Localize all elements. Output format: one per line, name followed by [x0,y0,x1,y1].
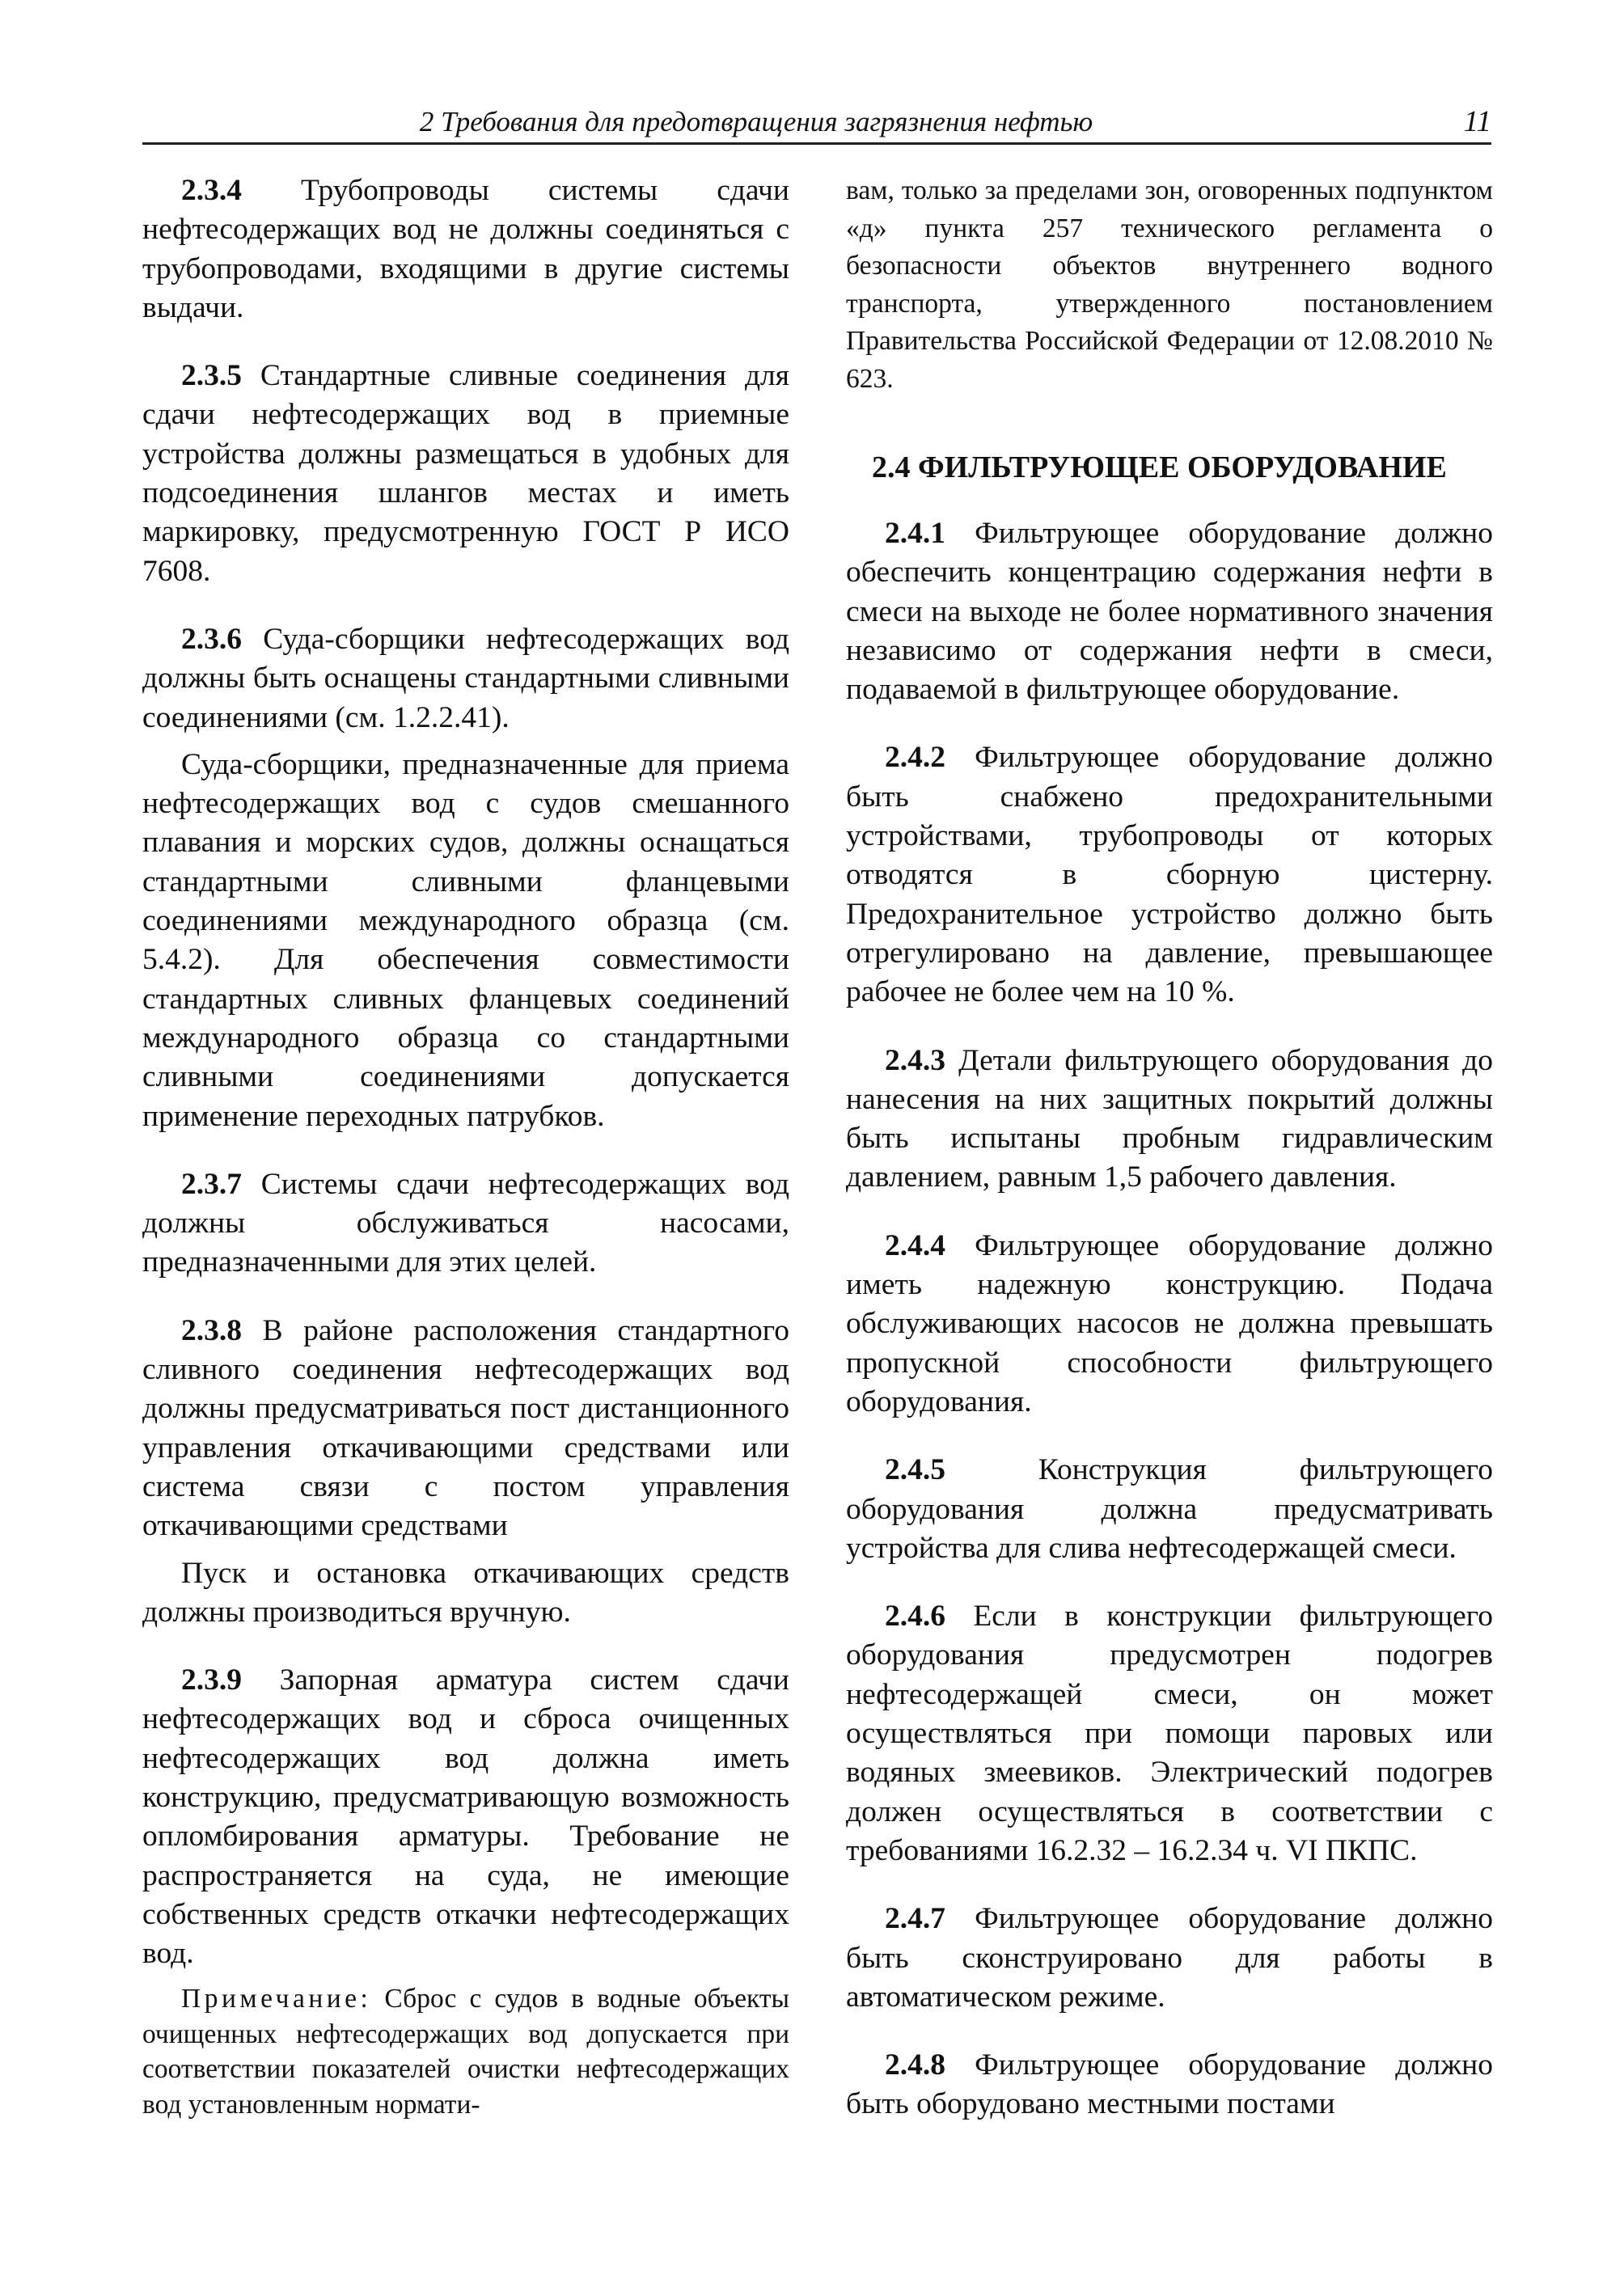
clause-text: Фильтрующее оборудование должно иметь надежную конструкцию. Подача обслуживающих насосов не должна превышать пропускной способности фильтрующего оборудования. [846,1228,1493,1418]
paragraph-2-3-8-continued: Пуск и остановка откачивающих средств должны производиться вручную. [142,1556,789,1629]
page-number: 11 [1463,105,1491,138]
clause-text: Фильтрующее оборудование должно быть снабжено предохранительными устройствами, трубопроводы от которых отводятся в сборную цистерну. Предохранительное устройство должно быть отрегулировано на давление, превышающее рабочее не более чем на 10 %. [846,741,1493,1009]
paragraph-2-3-8 [142,1312,789,1546]
clause-number: 2.3.6 [181,622,242,656]
paragraph-2-4-2 [846,738,1493,1012]
clause-number: 2.4.7 [885,1902,945,1936]
paragraph-2-4-3 [846,1042,1493,1198]
clause-text: Суда-сборщики нефтесодержащих вод должны быть оснащены стандартными сливными соединениями (см. 1.2.2.41). [142,622,789,734]
clause-number: 2.4.6 [885,1600,945,1634]
paragraph-2-4-8 [846,2046,1493,2124]
clause-number: 2.3.7 [181,1167,242,1201]
note-2-3-9 [142,1981,789,2122]
note-label: Примечание: [181,1984,372,2014]
right-column [846,172,1493,2132]
clause-text: Фильтрующее оборудование должно быть сконструировано для работы в автоматическом режиме. [846,1902,1493,2014]
clause-text: Если в конструкции фильтрующего оборудования предусмотрен подогрев нефтесодержащей смеси, он может осуществляться при помощи паровых или водяных змеевиков. Электрический подогрев должен осуществляться в соответствии с требованиями 16.2.32 – 16.2.34 ч. VI ПКПС. [846,1600,1493,1867]
note-continuation: вам, только за пределами зон, оговоренных подпунктом «д» пункта 257 технического регламента о безопасности объектов внутреннего водного транспорта, утвержденного постановлением Правительства Российской Федерации от 12.08.2010 № 623. [846,175,1493,394]
note-text: Сброс с судов в водные объекты очищенных нефтесодержащих вод допускается при соответствии показателей очистки нефтесодержащих вод установленным нормати- [142,1984,789,2120]
clause-text: Системы сдачи нефтесодержащих вод должны обслуживаться насосами, предназначенными для этих целей. [142,1167,789,1279]
paragraph-2-3-7 [142,1165,789,1283]
clause-text: Трубопроводы системы сдачи нефтесодержащих вод не должны соединяться с трубопроводами, входящими в другие системы выдачи. [142,174,789,324]
clause-number: 2.3.5 [181,359,242,393]
paragraph-2-3-6 [142,620,789,738]
clause-text: Фильтрующее оборудование должно быть оборудовано местными постами [846,2048,1493,2121]
paragraph-2-4-6 [846,1597,1493,1870]
clause-text: Фильтрующее оборудование должно обеспечить концентрацию содержания нефти в смеси на выходе не более нормативного значения независимо от содержания нефти в смеси, подаваемой в фильтрующее оборудование. [846,517,1493,707]
paragraph-2-3-4 [142,171,789,328]
running-header-title: 2 Требования для предотвращения загрязнения нефтью [419,106,1093,137]
paragraph-2-3-6-continued: Суда-сборщики, предназначенные для приема нефтесодержащих вод с судов смешанного плавания и морских судов, должны оснащаться стандартными сливными фланцевыми соединениями международного образца (см. 5.4.2). Для обеспечения совместимости стандартных сливных фланцевых соединений международного образца со стандартными сливными соединениями допускается применение переходных патрубков. [142,747,789,1133]
clause-number: 2.4.1 [885,517,945,550]
paragraph-2-4-7 [846,1900,1493,2017]
clause-text: В районе расположения стандартного сливного соединения нефтесодержащих вод должны предусматриваться пост дистанционного управления откачивающими средствами или система связи с постом управления откачивающими средствами [142,1313,789,1543]
section-heading-2-4: 2.4 ФИЛЬТРУЮЩЕЕ ОБОРУДОВАНИЕ [872,450,1447,484]
paragraph-2-4-5 [846,1451,1493,1568]
clause-number: 2.4.2 [885,741,945,775]
clause-number: 2.4.8 [885,2048,945,2082]
clause-text: Конструкция фильтрующего оборудования должна предусматривать устройства для слива нефтесодержащей смеси. [846,1453,1493,1565]
clause-number: 2.4.4 [885,1228,945,1262]
clause-number: 2.3.8 [181,1313,242,1347]
clause-number: 2.4.5 [885,1453,945,1487]
clause-text: Запорная арматура систем сдачи нефтесодержащих вод и сброса очищенных нефтесодержащих вод должна иметь конструкцию, предусматривающую возможность опломбирования арматуры. Требование не распространяется на суда, не имеющие собственных средств откачки нефтесодержащих вод. [142,1663,789,1971]
paragraph-2-4-4 [846,1227,1493,1422]
clause-text: Детали фильтрующего оборудования до нанесения на них защитных покрытий должны быть испытаны пробным гидравлическим давлением, равным 1,5 рабочего давления. [846,1043,1493,1194]
running-header [142,104,1491,145]
clause-number: 2.3.4 [181,174,242,207]
clause-text: Стандартные сливные соединения для сдачи нефтесодержащих вод в приемные устройства должны размещаться в удобных для подсоединения шлангов местах и иметь маркировку, предусмотренную ГОСТ Р ИСО 7608. [142,359,789,588]
left-column [142,171,789,2122]
paragraph-2-3-5 [142,357,789,591]
clause-number: 2.3.9 [181,1663,242,1697]
clause-number: 2.4.3 [885,1043,945,1077]
paragraph-2-3-9 [142,1661,789,1973]
paragraph-2-4-1 [846,514,1493,709]
